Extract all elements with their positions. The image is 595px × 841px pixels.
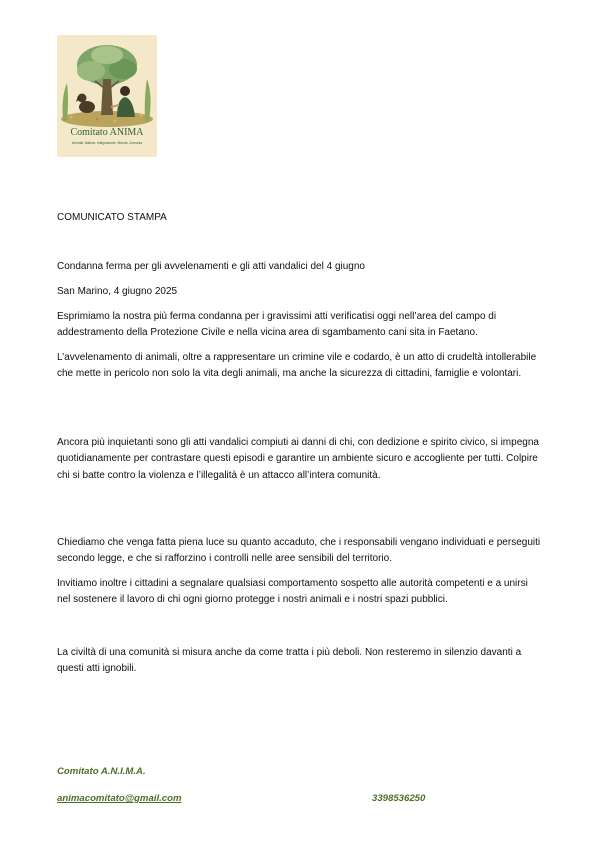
- document-heading: COMUNICATO STAMPA: [57, 212, 167, 223]
- email-link[interactable]: animacomitato@gmail.com: [57, 793, 182, 804]
- body-paragraph: Ancora più inquietanti sono gli atti vandalici compiuti ai danni di chi, con dedizione e spirito civico, si impegna quotidianamente per contrastare questi episodi e garantire un ambiente sicuro e accogliente per tutti. Colpire chi si batte contro la violenza e l’illegalità è un attacco all’intera comunità.: [57, 437, 539, 481]
- body-paragraph: Esprimiamo la nostra più ferma condanna per i gravissimi atti verificatisi oggi nell’area del campo di addestramento della Protezione Civile e nella vicina area di sgambamento cani sita in Faetano.: [57, 311, 497, 339]
- signature: Comitato A.N.I.M.A.: [57, 766, 146, 777]
- phone-number: 3398536250: [372, 793, 426, 804]
- tree-dog-person-illustration: [57, 35, 157, 157]
- body-paragraph: La civiltà di una comunità si misura anche da come tratta i più deboli. Non resteremo in silenzio davanti a questi atti ignobili.: [57, 647, 522, 675]
- subject-line: Condanna ferma per gli avvelenamenti e gli atti vandalici del 4 giugno: [57, 261, 365, 272]
- logo-tagline: Animali, Natura, Integrazione, Mondo, Armonia: [71, 141, 143, 145]
- comitato-anima-logo: [57, 35, 157, 157]
- body-paragraph: L’avvelenamento di animali, oltre a rappresentare un crimine vile e codardo, è un atto di crudeltà intollerabile che mette in pericolo non solo la vita degli animali, ma anche la sicurezza di cittadini, famiglie e volontari.: [57, 352, 537, 380]
- body-paragraph: Chiediamo che venga fatta piena luce su quanto accaduto, che i responsabili vengano individuati e perseguiti secondo legge, e che si rafforzino i controlli nelle aree sensibili del territorio.: [57, 537, 541, 565]
- dateline: San Marino, 4 giugno 2025: [57, 286, 178, 297]
- logo-name: Comitato ANIMA: [70, 127, 144, 138]
- body-paragraph: Invitiamo inoltre i cittadini a segnalare qualsiasi comportamento sospetto alle autorità competenti e a unirsi nel sostenere il lavoro di chi ogni giorno protegge i nostri animali e i nostri spazi pubblici.: [57, 578, 528, 606]
